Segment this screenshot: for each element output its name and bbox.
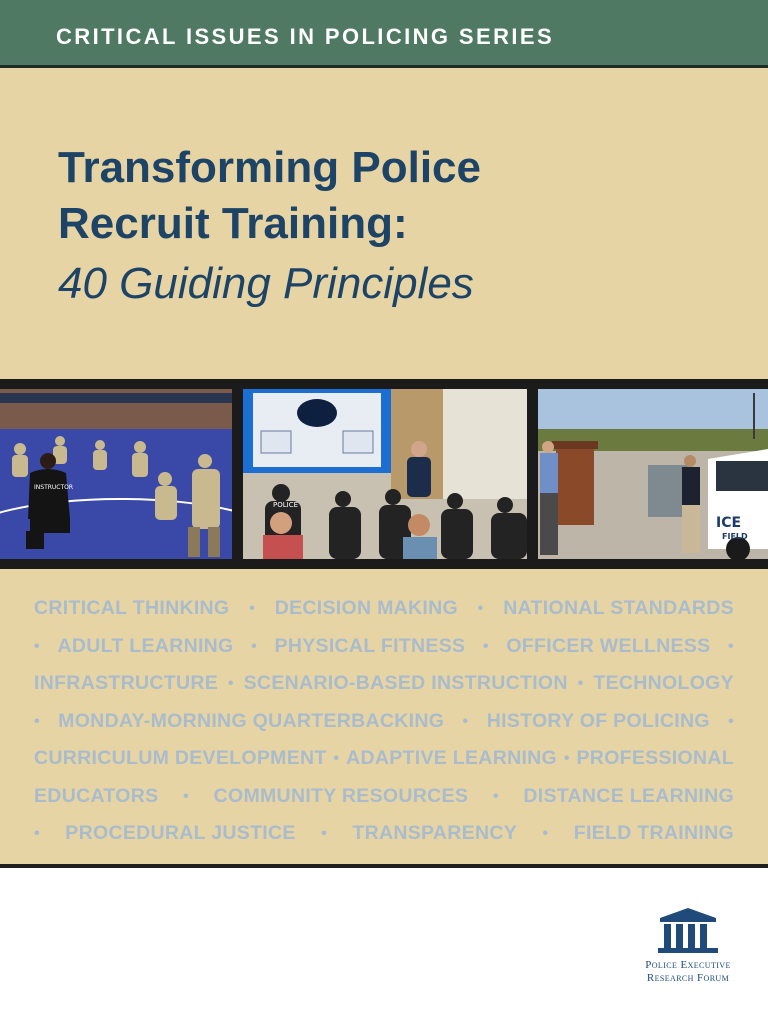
bullet-separator: • <box>482 637 489 655</box>
bullet-separator: • <box>34 712 40 730</box>
photo-field-training <box>538 389 768 559</box>
series-label: CRITICAL ISSUES IN POLICING SERIES <box>56 24 555 49</box>
topic-item: EDUCATORS <box>34 784 159 807</box>
topic-line <box>34 815 734 853</box>
title-block <box>58 140 738 316</box>
bullet-separator: • <box>477 600 484 617</box>
perf-logo <box>640 906 736 985</box>
topic-item: PHYSICAL FITNESS <box>274 634 466 657</box>
topic-item: CURRICULUM DEVELOPMENT <box>34 747 327 769</box>
topic-item: INFRASTRUCTURE <box>34 672 219 694</box>
topic-item: DECISION MAKING <box>274 597 458 619</box>
bullet-separator: • <box>728 637 734 655</box>
bullet-separator: • <box>321 825 327 842</box>
title-line-2: Recruit Training: <box>58 199 408 248</box>
instructor-shirt-text: INSTRUCTOR <box>34 484 74 491</box>
topic-item: DISTANCE LEARNING <box>523 784 734 807</box>
columns-building-icon <box>656 906 720 954</box>
bullet-separator: • <box>34 825 40 842</box>
photo-classroom <box>243 389 527 559</box>
photo-strip <box>0 379 768 569</box>
bullet-separator: • <box>249 600 255 617</box>
topic-item: NATIONAL STANDARDS <box>503 597 734 619</box>
topic-item: ADAPTIVE LEARNING <box>346 747 558 769</box>
topic-item: PROCEDURAL JUSTICE <box>65 822 296 844</box>
logo-line-2: Research Forum <box>646 972 730 984</box>
topic-item: COMMUNITY RESOURCES <box>213 784 469 807</box>
topic-item: CRITICAL THINKING <box>34 597 230 619</box>
logo-line-1: Police Executive <box>645 959 731 971</box>
topic-item: TRANSPARENCY <box>352 822 518 844</box>
topic-item: HISTORY OF POLICING <box>486 709 710 732</box>
topic-item: TECHNOLOGY <box>593 672 734 694</box>
topic-line <box>34 740 734 778</box>
bullet-separator: • <box>563 750 570 767</box>
topic-line <box>34 590 734 628</box>
bottom-divider <box>0 864 768 868</box>
topic-item: FIELD TRAINING <box>573 822 734 844</box>
topic-item: ADULT LEARNING <box>57 634 234 657</box>
police-shirt-text: POLICE <box>273 501 299 509</box>
bullet-separator: • <box>542 825 549 842</box>
subtitle: 40 Guiding Principles <box>58 259 474 308</box>
topic-item: MONDAY-MORNING QUARTERBACKING <box>58 709 445 732</box>
topic-line <box>34 778 734 816</box>
bullet-separator: • <box>462 712 469 730</box>
bullet-separator: • <box>577 675 584 692</box>
bullet-separator: • <box>728 712 734 730</box>
bullet-separator: • <box>333 750 340 767</box>
bullet-separator: • <box>227 675 234 692</box>
topic-line <box>34 703 734 741</box>
topic-item: OFFICER WELLNESS <box>506 634 711 657</box>
photo-gym-training <box>0 389 232 559</box>
bullet-separator: • <box>183 787 189 805</box>
topics-list <box>34 590 734 853</box>
topic-line <box>34 628 734 666</box>
topic-item: PROFESSIONAL <box>576 747 734 769</box>
car-text-field: FIELD <box>722 532 748 541</box>
series-header-bar <box>0 0 768 68</box>
topic-item: SCENARIO-BASED INSTRUCTION <box>243 672 568 694</box>
title-line-1: Transforming Police <box>58 143 481 192</box>
topic-line <box>34 665 734 703</box>
bullet-separator: • <box>34 637 40 655</box>
car-text-ice: ICE <box>716 515 742 531</box>
bullet-separator: • <box>251 637 257 655</box>
bullet-separator: • <box>492 787 499 805</box>
